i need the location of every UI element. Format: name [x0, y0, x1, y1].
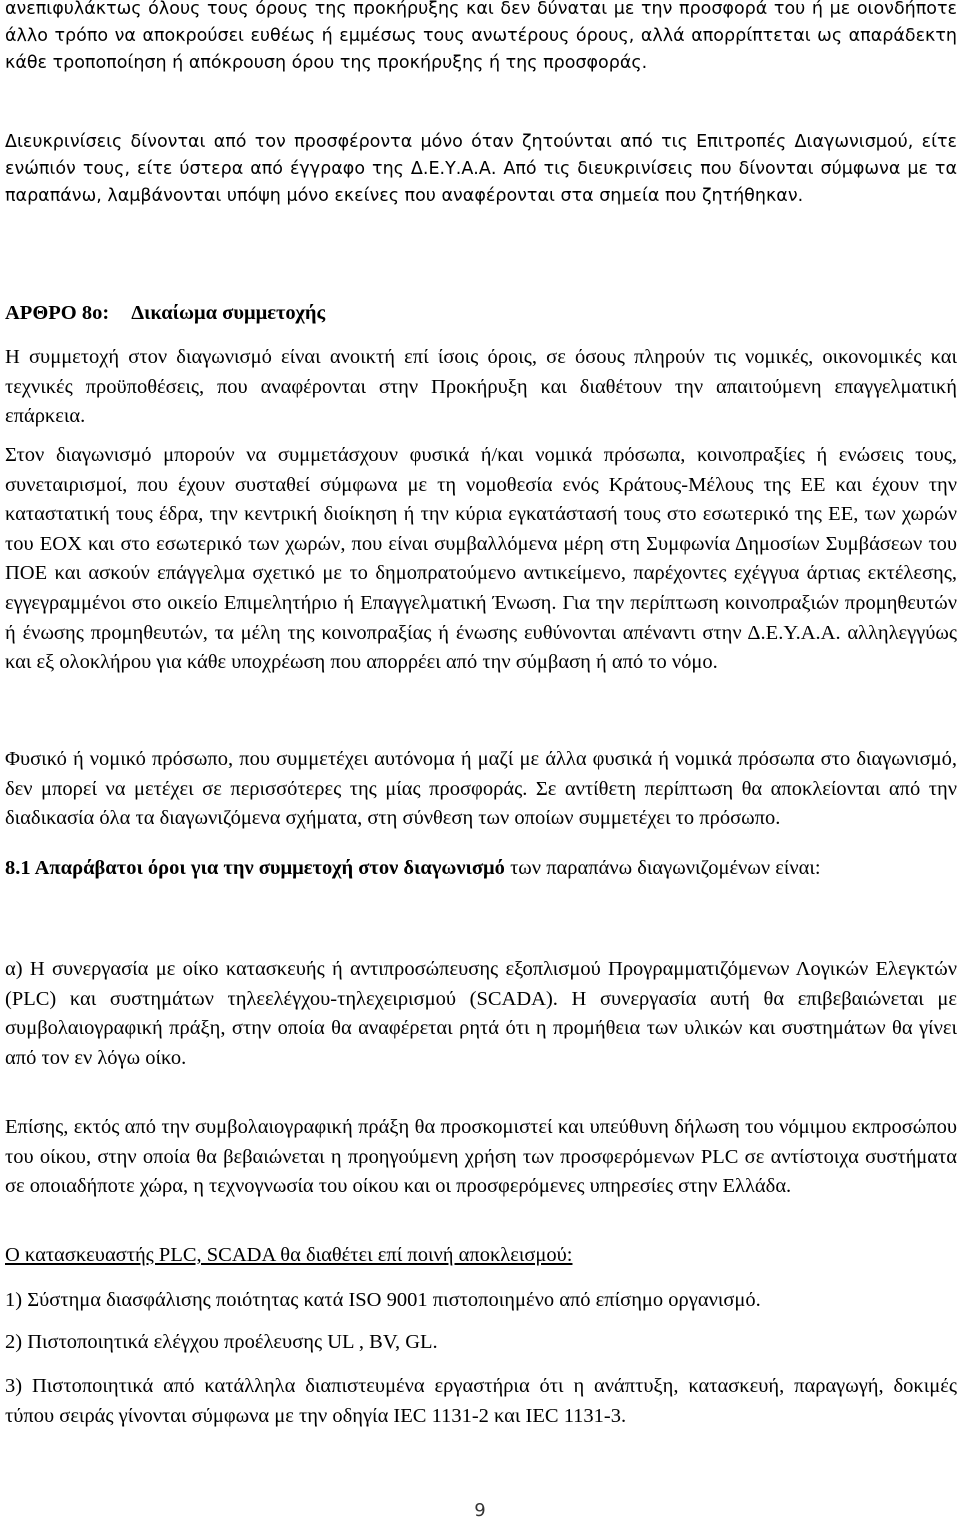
list-item-iec: 3) Πιστοποιητικά από κατάλληλα διαπιστευμένα εργαστήρια ότι η ανάπτυξη, κατασκευή, παραγωγή, δοκιμές τύπου σειράς γίνονται σύμφωνα με την οδηγία IEC 1131-2 και IEC 1131-3.	[5, 1375, 957, 1427]
paragraph-single-offer: Φυσικό ή νομικό πρόσωπο, που συμμετέχει αυτόνομα ή μαζί με άλλα φυσικά ή νομικά πρόσωπα στο διαγωνισμό, δεν μπορεί να μετέχει σε περισσότερες της μίας προσφοράς. Σε αντίθετη περίπτωση θα αποκλείονται από την διαδικασία όλα τα διαγωνιζόμενα σχήματα, στη σύνθεση των οποίων συμμετέχει το πρόσωπο.	[5, 748, 957, 830]
article-title: Δικαίωμα συμμετοχής	[131, 302, 326, 324]
list-item-iso: 1) Σύστημα διασφάλισης ποιότητας κατά ISO 9001 πιστοποιημένο από επίσημο οργανισμό.	[5, 1289, 761, 1311]
paragraph-declaration: Επίσης, εκτός από την συμβολαιογραφική πράξη θα προσκομιστεί και υπεύθυνη δήλωση του νόμιμου εκπροσώπου του οίκου, στην οποία θα βεβαιώνεται η προηγούμενη χρήση των προσφερόμενων PLC σε αντίστοιχα συστήματα σε οποιαδήποτε χώρα, η τεχνογνωσία του οίκου και οι προσφερόμενες υπηρεσίες στην Ελλάδα.	[5, 1116, 957, 1198]
article-heading	[5, 302, 957, 325]
paragraph-eligible-participants: Στον διαγωνισμό μπορούν να συμμετάσχουν φυσικά ή/και νομικά πρόσωπα, κοινοπραξίες ή ενώσεις τους, συνεταιρισμοί, που έχουν συσταθεί σύμφωνα με τη νομοθεσία ενός Κράτους-Μέλους της ΕΕ και έχουν την καταστατική τους έδρα, την κεντρική διοίκηση ή την κύρια εγκατάστασή τους στο εσωτερικό της ΕΕ, των χωρών του ΕΟΧ και στο εσωτερικό των χωρών, που είναι συμβαλλόμενα μέρη στη Συμφωνία Δημοσίων Συμβάσεων του ΠΟΕ και ασκούν επάγγελμα σχετικό με το δημοπρατούμενο αντικείμενο, παρέχοντες εχέγγυα άρτιας εκτέλεσης, εγγεγραμμένοι στο οικείο Επιμελητήριο ή Επαγγελματική Ένωση. Για την περίπτωση κοινοπραξιών προμηθευτών ή ένωσης προμηθευτών, τα μέλη της κοινοπραξίας ή ένωσης ευθύνονται απέναντι στην Δ.Ε.Υ.Α.Α. αλληλεγγύως και εξ ολοκλήρου για κάθε υποχρέωση που απορρέει από την σύμβαση ή από το νόμο.	[5, 444, 957, 674]
paragraph-mandatory-terms	[5, 854, 957, 884]
article-number: ΑΡΘΡΟ 8ο:	[5, 302, 110, 324]
paragraph-participation-open: Η συμμετοχή στον διαγωνισμό είναι ανοικτή επί ίσοις όροις, σε όσους πληρούν τις νομικές, οικονομικές και τεχνικές προϋποθέσεις, που αναφέρονται στην Προκήρυξη και διαθέτουν την απαιτούμενη επαγγελματική επάρκεια.	[5, 346, 957, 428]
list-item-certificates: 2) Πιστοποιητικά ελέγχου προέλευσης UL , BV, GL.	[5, 1331, 438, 1353]
paragraph-manufacturer-requirements: Ο κατασκευαστής PLC, SCADA θα διαθέτει επί ποινή αποκλεισμού:	[5, 1244, 573, 1266]
paragraph-offer-terms: ανεπιφυλάκτως όλους τους όρους της προκήρυξης και δεν δύναται με την προσφορά του ή με οιονδήποτε άλλο τρόπο να αποκρούσει ευθέως ή εμμέσως τους ανωτέρους όρους, αλλά απορρίπτεται ως απαράδεκτη κάθε τροποποίηση ή απόκρουση όρου της προκήρυξης ή της προσφοράς.	[5, 0, 957, 73]
mandatory-terms-heading: 8.1 Απαράβατοι όροι για την συμμετοχή στον διαγωνισμό	[5, 857, 505, 879]
mandatory-terms-rest: των παραπάνω διαγωνιζομένων είναι:	[504, 857, 821, 879]
paragraph-clarifications: Διευκρινίσεις δίνονται από τον προσφέροντα μόνο όταν ζητούνται από τις Επιτροπές Διαγωνισμού, είτε ενώπιόν τους, είτε ύστερα από έγγραφο της Δ.Ε.Υ.Α.Α. Από τις διευκρινίσεις που δίνονται σύμφωνα με τα παραπάνω, λαμβάνονται υπόψη μόνο εκείνες που αναφέρονται στα σημεία που ζητήθηκαν.	[5, 132, 957, 206]
paragraph-cooperation-requirement: α) Η συνεργασία με οίκο κατασκευής ή αντιπροσώπευσης εξοπλισμού Προγραμματιζόμενων Λογικών Ελεγκτών (PLC) και συστημάτων τηλεελέγχου-τηλεχειρισμού (SCADA). Η συνεργασία αυτή θα επιβεβαιώνεται με συμβολαιογραφική πράξη, στην οποία θα αναφέρεται ρητά ότι η προμήθεια των υλικών και συστημάτων θα γίνει από τον εν λόγω οίκο.	[5, 958, 957, 1069]
page-number: 9	[474, 1500, 486, 1521]
